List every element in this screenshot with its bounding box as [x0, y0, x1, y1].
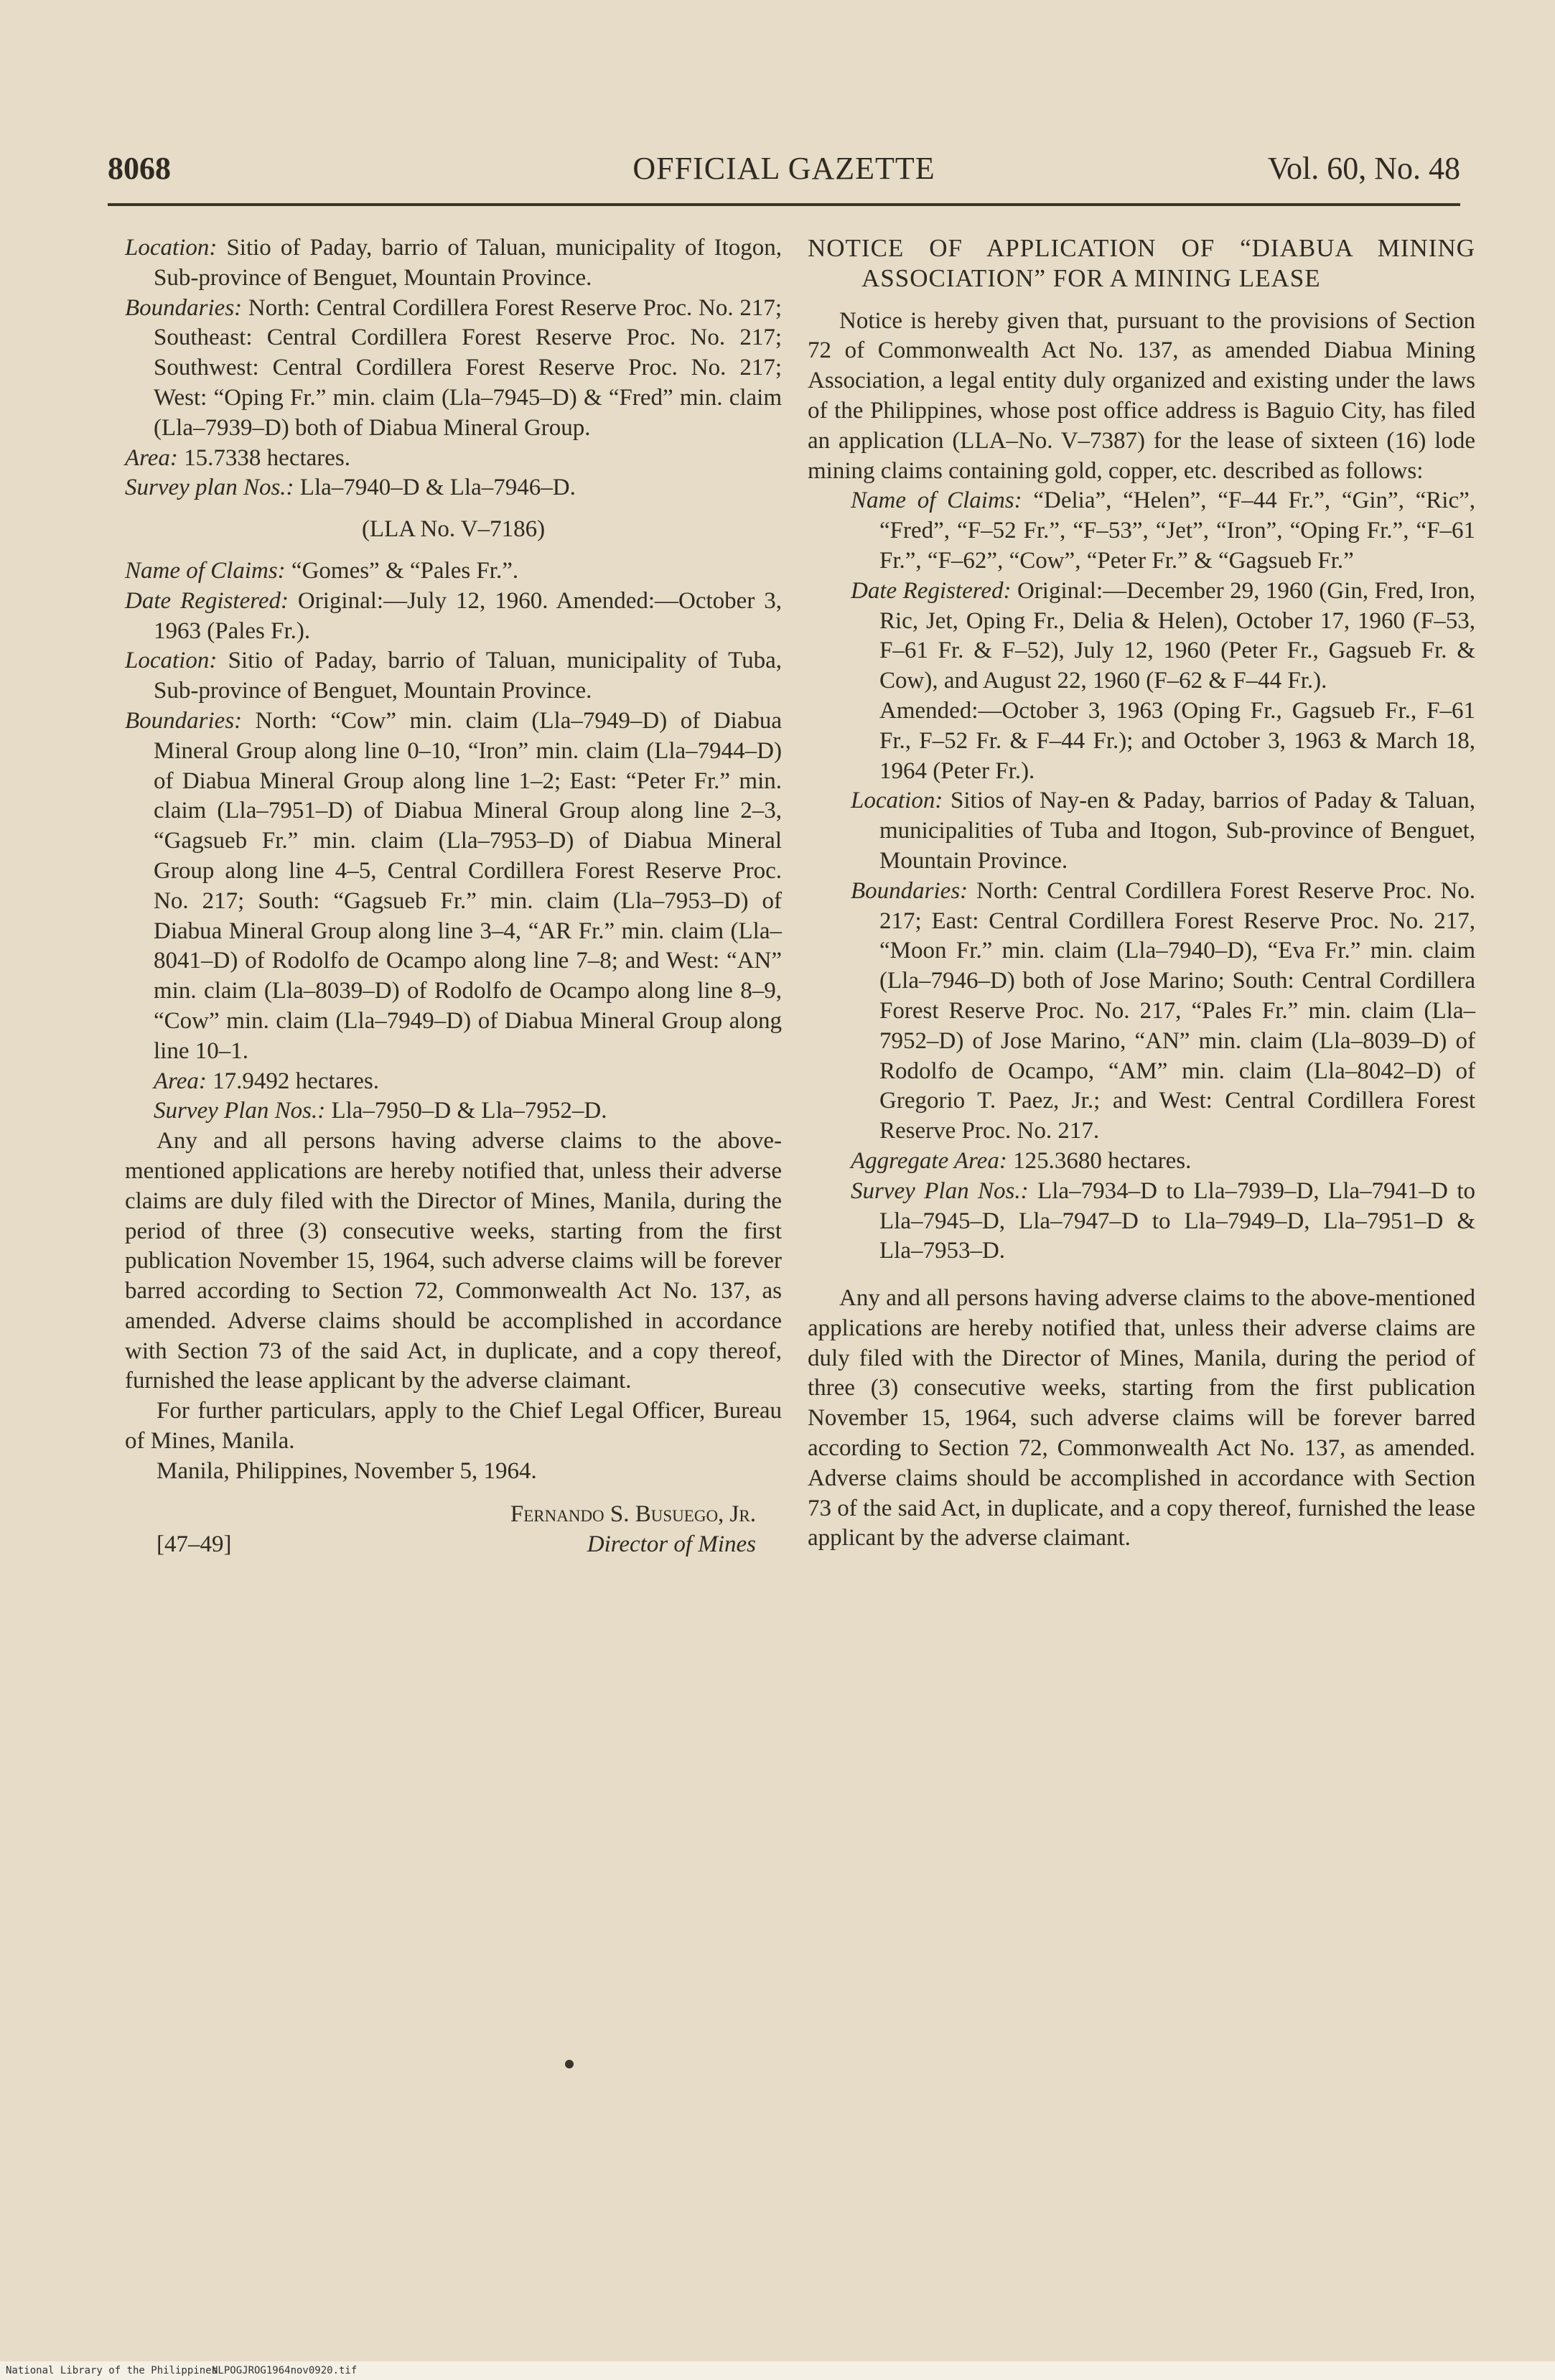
particulars-paragraph: For further particulars, apply to the Chief Legal Officer, Bureau of Mines, Manila. [125, 1398, 782, 1455]
adverse-claims-paragraph: Any and all persons having adverse claims to the above-mentioned applications are hereby notified that, unless their adverse claims are duly filed with the Director of Mines, Manila, during the period of three (3) consecutive weeks, starting from the first publication November 15, 1964, such adverse claims will be forever barred according to Section 72, Commonwealth Act No. 137, as amended. Adverse claims should be accomplished in accordance with Section 73 of the said Act, in duplicate, and a copy thereof, furnished the lease applicant by the adverse claimant. [125, 1128, 782, 1394]
end-mark [565, 2060, 574, 2068]
location-entry: Location: Sitio of Paday, barrio of Taluan, municipality of Itogon, Sub-province of Benguet, Mountain Province. [125, 235, 782, 291]
boundaries-entry: Boundaries: North: Central Cordillera Forest Reserve Proc. No. 217; East: Central Cordillera Forest Reserve Proc. No. 217, “Moon Fr.” min. claim (Lla–7940–D), “Eva Fr.” min. claim (Lla–7946–D) both of Jose Marino; South: Central Cordillera Forest Reserve Proc. No. 217, “Pales Fr.” min. claim (Lla–7952–D) of Jose Marino, “AN” min. claim (Lla–8039–D) of Rodolfo de Ocampo, “AM” min. claim (Lla–8042–D) of Gregorio T. Paez, Jr.; and West: Central Cordillera Forest Reserve Proc. No. 217. [851, 877, 1475, 1144]
location-entry: Location: Sitios of Nay-en & Paday, barrios of Paday & Taluan, municipalities of Tuba and Itogon, Sub-province of Benguet, Mountain Province. [851, 788, 1475, 874]
gazette-title: OFFICIAL GAZETTE [632, 151, 935, 186]
area-entry: Area: 15.7338 hectares. [125, 444, 351, 471]
survey-plan-entry: Survey Plan Nos.: Lla–7934–D to Lla–7939–D, Lla–7941–D to Lla–7945–D, Lla–7947–D to Lla–7949–D, Lla–7951–D & Lla–7953–D. [851, 1177, 1475, 1264]
date-amended-entry: Amended:—October 3, 1963 (Oping Fr., Gagsueb Fr., F–61 Fr., F–52 Fr. & F–44 Fr.); and October 3, 1963 & March 18, 1964 (Peter Fr.). [879, 697, 1475, 784]
survey-plan-entry: Survey plan Nos.: Lla–7940–D & Lla–7946–D. [125, 475, 576, 501]
volume-number: Vol. 60, No. 48 [1267, 151, 1460, 186]
area-entry: Aggregate Area: 125.3680 hectares. [851, 1147, 1192, 1174]
signatory-title: Director of Mines [587, 1531, 756, 1557]
location-entry: Location: Sitio of Paday, barrio of Taluan, municipality of Tuba, Sub-province of Benguet, Mountain Province. [125, 648, 782, 704]
lla-heading: (LLA No. V–7186) [361, 516, 546, 543]
scan-footer [0, 2361, 1555, 2380]
header-rule [108, 203, 1460, 206]
boundaries-entry: Boundaries: North: Central Cordillera Forest Reserve Proc. No. 217; Southeast: Central Cordillera Forest Reserve Proc. No. 217; Southwest: Central Cordillera Forest Reserve Proc. No. 217; West: “Oping Fr.” min. claim (Lla–7945–D) & “Fred” min. claim (Lla–7939–D) both of Diabua Mineral Group. [125, 294, 782, 441]
claims-entry: Name of Claims: “Delia”, “Helen”, “F–44 Fr.”, “Gin”, “Ric”, “Fred”, “F–52 Fr.”, “F–53”, “Jet”, “Iron”, “Oping Fr.”, “F–61 Fr.”, “F–62”, “Cow”, “Peter Fr.” & “Gagsueb Fr.” [851, 487, 1476, 574]
left-column [125, 233, 782, 1563]
notice-intro: Notice is hereby given that, pursuant to the provisions of Section 72 of Commonwealth Act No. 137, as amended Diabua Mining Association, a legal entity duly organized and existing under the laws of the Philippines, whose post office address is Baguio City, has filed an application (LLA–No. V–7387) for the lease of sixteen (16) lode mining claims containing gold, copper, etc. described as follows: [808, 307, 1475, 484]
claims-entry: Name of Claims: “Gomes” & “Pales Fr.”. [125, 557, 519, 584]
right-column [808, 233, 1475, 1554]
dateline: Manila, Philippines, November 5, 1964. [157, 1457, 537, 1484]
area-entry: Area: 17.9492 hectares. [154, 1068, 380, 1094]
notice-title: NOTICE OF APPLICATION OF “DIABUA MINING ASSOCIATION” FOR A MINING LEASE [808, 234, 1475, 292]
survey-plan-entry: Survey Plan Nos.: Lla–7950–D & Lla–7952–D. [154, 1098, 607, 1124]
adverse-claims-paragraph: Any and all persons having adverse claims to the above-mentioned applications are hereby notified that, unless their adverse claims are duly filed with the Director of Mines, Manila, during the period of three (3) consecutive weeks, starting from the first publication November 15, 1964, such adverse claims will be forever barred according to Section 72, Commonwealth Act No. 137, as amended. Adverse claims should be accomplished in accordance with Section 73 of the said Act, in duplicate, and a copy thereof, furnished the lease applicant by the adverse claimant. [808, 1285, 1475, 1551]
page-number: 8068 [108, 151, 171, 186]
scan-filename: NLPOGJROG1964nov0920.tif [212, 2365, 358, 2376]
page-header [108, 147, 1460, 190]
library-credit: National Library of the Philippines [6, 2365, 218, 2376]
date-registered-entry: Date Registered: Original:—December 29, 1960 (Gin, Fred, Iron, Ric, Jet, Oping Fr., Delia & Helen), October 17, 1960 (F–53, F–61 Fr. & F–52), July 12, 1960 (Peter Fr., Gagsueb Fr. & Cow), and August 22, 1960 (F–62 & F–44 Fr.). [851, 577, 1475, 694]
signatory-name: Fernando S. Busuego, Jr. [510, 1501, 756, 1527]
issue-reference: [47–49] [157, 1531, 232, 1557]
date-registered-entry: Date Registered: Original:—July 12, 1960. Amended:—October 3, 1963 (Pales Fr.). [125, 587, 782, 644]
boundaries-entry: Boundaries: North: “Cow” min. claim (Lla–7949–D) of Diabua Mineral Group along line 0–10, “Iron” min. claim (Lla–7944–D) of Diabua Mineral Group along line 1–2; East: “Peter Fr.” min. claim (Lla–7951–D) of Diabua Mineral Group along line 2–3, “Gagsueb Fr.” min. claim (Lla–7953–D) of Diabua Mineral Group along line 4–5, Central Cordillera Forest Reserve Proc. No. 217; South: “Gagsueb Fr.” min. claim (Lla–7953–D) of Diabua Mineral Group along line 3–4, “AR Fr.” min. claim (Lla–8041–D) of Rodolfo de Ocampo along line 7–8; and West: “AN” min. claim (Lla–8039–D) of Rodolfo de Ocampo along line 8–9, “Cow” min. claim (Lla–7949–D) of Diabua Mineral Group along line 10–1. [125, 707, 782, 1064]
signature-block [125, 1500, 782, 1563]
